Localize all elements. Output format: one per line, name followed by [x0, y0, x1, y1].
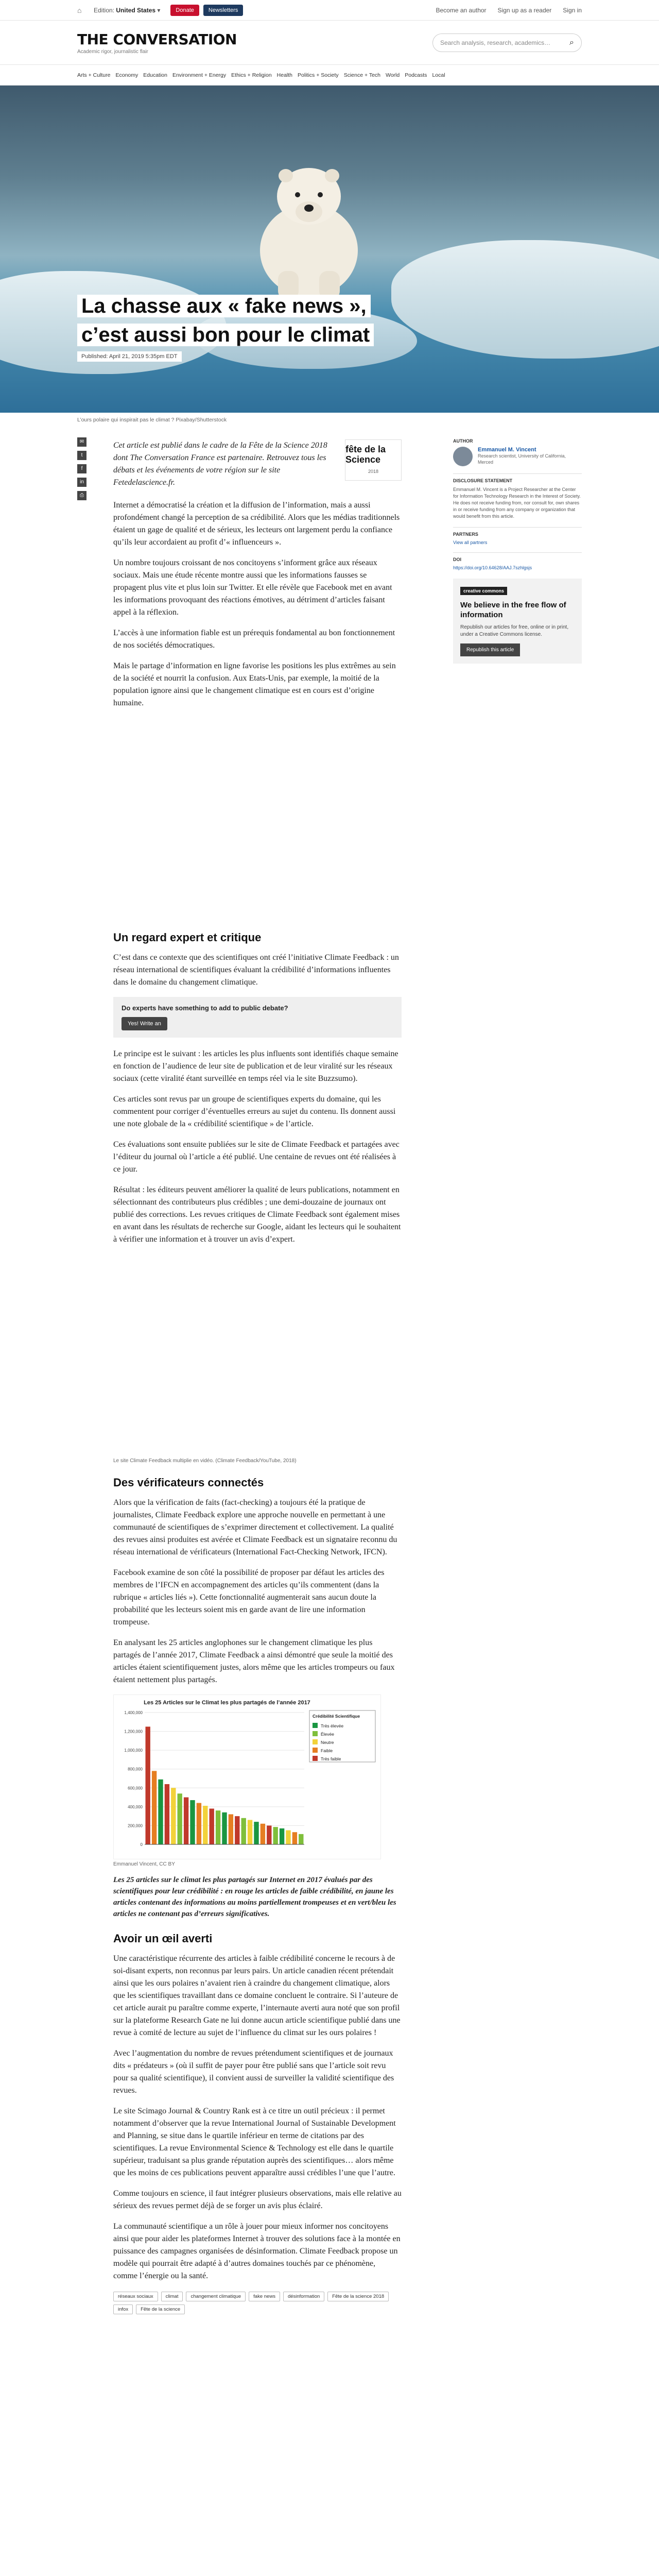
y-tick-label: 400,000 [128, 1804, 143, 1809]
write-article-button[interactable]: Yes! Write an [122, 1017, 167, 1030]
chart-bar [267, 1825, 271, 1844]
section-heading: Un regard expert et critique [113, 931, 262, 944]
embedded-video-space [113, 1254, 402, 1455]
paragraph: Facebook examine de son côté la possibilité de proposer par défaut les articles des membres de l’IFCN en accompagnement des articles qu’ils commentent (dans la rubrique « articles liés »). Cette fonctionnalité augmenterait sans aucun doute la probabilité que les lecteurs soient mis en garde avant de lire une information trompeuse. [113, 1568, 385, 1626]
doi-label: DOI [453, 552, 582, 562]
nav-item[interactable]: Health [276, 72, 293, 78]
chart-bar [261, 1824, 265, 1844]
tag[interactable]: changement climatique [186, 2292, 246, 2301]
fete-science-logo: fête de la Science 2018 [345, 439, 402, 481]
chart-bar [292, 1832, 297, 1844]
legend-swatch [313, 1739, 318, 1744]
chart-bar [178, 1793, 182, 1844]
tag[interactable]: infox [113, 2304, 133, 2314]
y-tick-label: 1,400,000 [124, 1710, 143, 1715]
tag[interactable]: Fête de la science 2018 [327, 2292, 389, 2301]
twitter-share-icon[interactable]: t [77, 451, 86, 460]
chart-bar [210, 1809, 214, 1844]
paragraph: Alors que la vérification de faits (fact-checking) a toujours été la pratique de journalistes, Climate Feedback explore une approche nouvelle en permettant à une communauté de scientifiques de s’exprimer directement et collectivement. La qualité des revues ainsi produites est avérée et Climate Feedback est un signataire reconnu du réseau international de vérificateurs (International Fact-Checking Network, IFCN). [113, 1498, 397, 1556]
disclosure-label: DISCLOSURE STATEMENT [453, 473, 582, 483]
legend-swatch [313, 1748, 318, 1753]
legend-title: Crédibilité Scientifique [313, 1714, 360, 1719]
author-label: AUTHOR [453, 438, 473, 444]
paragraph: Avec l’augmentation du nombre de revues prétendument scientifiques et de journaux dits « prédateurs » (où il suffit de payer pour être publié sans que l’article soit revu pour sa qualité scientifique), il convient aussi de surveiller la validité scientifique des revues. [113, 2049, 394, 2095]
article-title: La chasse aux « fake news », c’est aussi bon pour le climat [77, 295, 374, 346]
creative-commons-logo: creative commons [460, 587, 507, 595]
author-card[interactable] [453, 447, 582, 466]
nav-item[interactable]: Podcasts [405, 72, 427, 78]
tag[interactable]: fake news [249, 2292, 280, 2301]
paragraph: Une caractéristique récurrente des articles à faible crédibilité concerne le recours à de soi-disant experts, non reconnus par leurs pairs. Un article canadien récent prétendait ainsi que les ours polaires n’avaient rien à craindre du changement climatique, alors que les scientifiques travaillant dans ce domaine concluent le contraire. Si l’auteure de cet article aurait pu paraître comme experte, l’internaute averti aura noté que son profil sur la plateforme Research Gate ne lui donne aucun article scientifique publié dans une revue à comité de lecture au sujet de l’influence du climat sur les ours polaires ! [113, 1954, 401, 2037]
become-author-link[interactable]: Become an author [436, 6, 487, 14]
legend-label: Très faible [321, 1756, 341, 1761]
polar-bear-illustration [242, 147, 376, 302]
nav-item[interactable]: Science + Tech [343, 72, 380, 78]
chart-bar [248, 1820, 252, 1844]
partners-label: PARTNERS [453, 527, 582, 537]
embedded-tweet-space [113, 718, 402, 919]
legend-label: Élevée [321, 1732, 334, 1737]
chart-bar [286, 1831, 290, 1844]
sign-in-link[interactable]: Sign in [563, 6, 582, 14]
paragraph: La communauté scientifique a un rôle à jouer pour mieux informer nos concitoyens ainsi que pour aider les plateformes Internet à trouver des solutions face à la montée en puissance des campagnes organisées de désinformation. Climate Feedback propose un modèle qui pourrait être adapté à d’autres domaines touchés par ce phénomène, comme l’énergie ou la santé. [113, 2222, 401, 2280]
legend-swatch [313, 1756, 318, 1761]
paragraph: L’accès à une information fiable est un prérequis fondamental au bon fonctionnement de nos sociétés démocratiques. [113, 629, 395, 650]
chart-bar [254, 1822, 258, 1844]
paragraph: Mais le partage d’information en ligne favorise les positions les plus extrêmes au sein de la société et nourrit la confusion. Aux Etats-Unis, par exemple, la moitié de la population ignore ainsi que le changement climatique est en cours est d’origine humaine. [113, 662, 396, 707]
legend-label: Neutre [321, 1740, 334, 1745]
chart-bar [203, 1806, 207, 1844]
edition-selector[interactable]: Edition: United States ▾ [94, 6, 161, 14]
legend-swatch [313, 1723, 318, 1728]
nav-item[interactable]: Arts + Culture [77, 72, 111, 78]
nav-item[interactable]: Education [143, 72, 167, 78]
republish-box [453, 579, 582, 664]
search-icon[interactable]: ⌕ [569, 38, 574, 47]
tag[interactable]: désinformation [283, 2292, 324, 2301]
chart-bar [171, 1788, 176, 1844]
sign-up-link[interactable]: Sign up as a reader [497, 6, 552, 14]
hero-image [0, 86, 659, 413]
expert-callout [113, 997, 402, 1038]
chart-bar [229, 1814, 233, 1844]
chart-bar [197, 1803, 201, 1844]
doi-link[interactable]: https://doi.org/10.64628/AAJ.7szhlgsjs [453, 565, 532, 570]
avatar [453, 447, 473, 466]
chart-bar [235, 1816, 239, 1844]
section-nav [0, 65, 659, 86]
legend-swatch [313, 1731, 318, 1736]
paragraph: Internet a démocratisé la création et la diffusion de l’information, mais a aussi profondément changé la perception de sa crédibilité. Alors que les médias traditionnels étaient un gage de qualité et de sérieux, les lecteurs ont largement perdu la confiance qu’ils leur accordaient au profit d’« influenceurs ». [113, 501, 400, 547]
chart-bar [184, 1798, 188, 1844]
chart-bar [152, 1771, 157, 1844]
chart-bar [146, 1726, 150, 1844]
paragraph: Ces évaluations sont ensuite publiées sur le site de Climate Feedback et partagées avec l’éditeur du journal où l’article a été publié. Une centaine de revues ont été réalisées à ce jour. [113, 1140, 400, 1174]
y-tick-label: 0 [140, 1842, 143, 1847]
article-body [113, 427, 402, 2324]
tag[interactable]: Fête de la science [136, 2304, 185, 2314]
disclosure-text: Emmanuel M. Vincent is a Project Researcher at the Center for Information Technology Research in the Interest of Society. He does not receive funding from, nor consult for, own shares in or receive funding from any company or organization that would benefit from this article. [453, 487, 581, 519]
tag[interactable]: réseaux sociaux [113, 2292, 158, 2301]
nav-item[interactable]: Local [432, 72, 445, 78]
y-tick-label: 800,000 [128, 1767, 143, 1772]
chart-bar [280, 1828, 284, 1844]
tag[interactable]: climat [161, 2292, 183, 2301]
chart-credit: Emmanuel Vincent, CC BY [113, 1861, 175, 1867]
linkedin-share-icon[interactable]: in [77, 478, 86, 487]
y-tick-label: 1,000,000 [124, 1748, 143, 1753]
share-bar [77, 437, 86, 500]
callout-question: Do experts have something to add to public debate? [122, 1004, 288, 1012]
paragraph: Ces articles sont revus par un groupe de scientifiques experts du domaine, qui les commentent pour corriger d’éventuelles erreurs au sujet du contenu. Ils donnent aussi une note globale de la « crédibilité scientifique » de l’article. [113, 1095, 396, 1128]
nav-item[interactable]: Environment + Energy [172, 72, 227, 78]
published-date: Published: April 21, 2019 5:35pm EDT [77, 351, 182, 362]
chart-title: Les 25 Articles sur le Climat les plus partagés de l’année 2017 [144, 1700, 310, 1706]
article-title-block [77, 292, 386, 362]
y-tick-label: 200,000 [128, 1823, 143, 1828]
paragraph: Le site Scimago Journal & Country Rank est à ce titre un outil précieux : il permet notamment d’observer que la revue International Journal of Sustainable Development and Planning, se situe dans le quartile inférieur en terme de citations par des scientifiques. La revue Environmental Science & Technology est elle dans le quartile supérieur, traduisant sa plus grande réputation auprès des scientifiques… alors même que les moins de ces publications peuvent apparaître aussi crédibles l’une que l’autre. [113, 2107, 396, 2177]
nav-item[interactable]: Ethics + Religion [231, 72, 272, 78]
chart-bar [190, 1800, 195, 1844]
chart-bar [222, 1812, 227, 1844]
top-bar [0, 0, 659, 21]
hero-caption: L’ours polaire qui inspirait pas le climat ? Pixabay/Shutterstock [77, 417, 227, 423]
author-name[interactable]: Emmanuel M. Vincent [478, 447, 536, 453]
site-header [0, 21, 659, 65]
chart-bar [165, 1784, 169, 1844]
y-tick-label: 1,200,000 [124, 1729, 143, 1734]
facebook-share-icon[interactable]: f [77, 464, 86, 473]
video-caption: Le site Climate Feedback multiplie en vidéo. (Climate Feedback/YouTube, 2018) [113, 1458, 297, 1464]
chart-bar [299, 1834, 303, 1844]
article-sidebar [453, 427, 582, 664]
chart-bar [241, 1818, 246, 1844]
donate-button[interactable]: Donate [170, 5, 199, 16]
site-logo[interactable]: THE CONVERSATION Academic rigor, journalistic flair [77, 30, 237, 55]
paragraph: Un nombre toujours croissant de nos concitoyens s’informent grâce aux réseaux sociaux. Mais une étude récente montre aussi que les informations fausses se propagent plus vite et plus loin sur Twitter. Et elle révèle que Facebook met en avant les informations provoquant des réactions émotives, au détriment d’articles faisant appel à la réflexion. [113, 558, 392, 617]
legend-label: Faible [321, 1748, 333, 1753]
nav-item[interactable]: Politics + Society [298, 72, 339, 78]
republish-text: Republish our articles for free, online or in print, under a Creative Commons license. [460, 624, 569, 637]
search-input[interactable]: Search analysis, research, academics… ⌕ [432, 33, 582, 52]
nav-item[interactable]: Economy [115, 72, 138, 78]
chart-description: Les 25 articles sur le climat les plus partagés sur Internet en 2017 évalués par des scientifiques pour leur crédibilité : en rouge les articles de faible crédibilité, en jaune les articles contenant des informations au moins partiellement trompeuses et en vert/bleu les articles ne contenant pas d’erreurs significatives. [113, 1876, 396, 1918]
newsletters-button[interactable]: Newsletters [203, 5, 243, 16]
home-icon[interactable]: ⌂ [77, 6, 82, 14]
paragraph: En analysant les 25 articles anglophones sur le changement climatique les plus partagés de l’année 2017, Climate Feedback a ainsi démontré que seule la moitié des articles étaient scientifiquement justes, alors même que les articles trompeurs ou faux étaient nettement plus partagés. [113, 1638, 395, 1684]
section-heading: Des vérificateurs connectés [113, 1476, 264, 1489]
chart-bar [158, 1780, 163, 1844]
section-heading: Avoir un œil averti [113, 1932, 213, 1945]
author-role: Research scientist, University of California, Merced [478, 453, 566, 465]
credibility-chart[interactable] [113, 1694, 381, 1859]
paragraph: C’est dans ce contexte que des scientifiques ont créé l’initiative Climate Feedback : un réseau international de scientifiques évaluant la crédibilité d’informations influentes dans le domaine du changement climatique. [113, 953, 399, 987]
paragraph: Comme toujours en science, il faut intégrer plusieurs observations, mais elle relative au sérieux des revues permet déjà de se forger un avis plus éclairé. [113, 2189, 402, 2210]
paragraph: Résultat : les éditeurs peuvent améliorer la qualité de leurs publications, notamment en sélectionnant des contributeurs plus crédibles ; une demi-douzaine de journaux ont publié des corrections. Les revues critiques de Climate Feedback sont également mises en avant dans les résultats de recherche sur Google, aidant les lecteurs qui le souhaitent à vérifier une information et à trouver un avis d’expert. [113, 1185, 401, 1244]
intro-text: Cet article est publié dans le cadre de la Fête de la Science 2018 dont The Conversation France est partenaire. Retrouvez tous les débats et les événements de votre région sur le site Fetedelascience.fr. [113, 441, 327, 487]
nav-item[interactable]: World [386, 72, 400, 78]
paragraph: Le principe est le suivant : les articles les plus influents sont identifiés chaque semaine en fonction de l’audience de leur site de publication et de leur viralité sur les réseaux sociaux (cette viralité étant surveillée en temps réel via le site Buzzsumo). [113, 1049, 398, 1083]
email-share-icon[interactable]: ✉ [77, 437, 86, 447]
article-tags [113, 2292, 402, 2314]
chart-bar [273, 1827, 278, 1844]
chart-bar [216, 1810, 220, 1844]
chart-svg [114, 1695, 381, 1860]
partners-link[interactable]: View all partners [453, 540, 488, 545]
intro-block [113, 439, 402, 489]
ice-floe [391, 240, 659, 359]
republish-button[interactable]: Republish this article [460, 643, 520, 656]
republish-title: We believe in the free flow of information [460, 601, 566, 619]
y-tick-label: 600,000 [128, 1786, 143, 1791]
legend-label: Très élevée [321, 1723, 344, 1728]
print-icon[interactable]: ⎙ [77, 491, 86, 500]
